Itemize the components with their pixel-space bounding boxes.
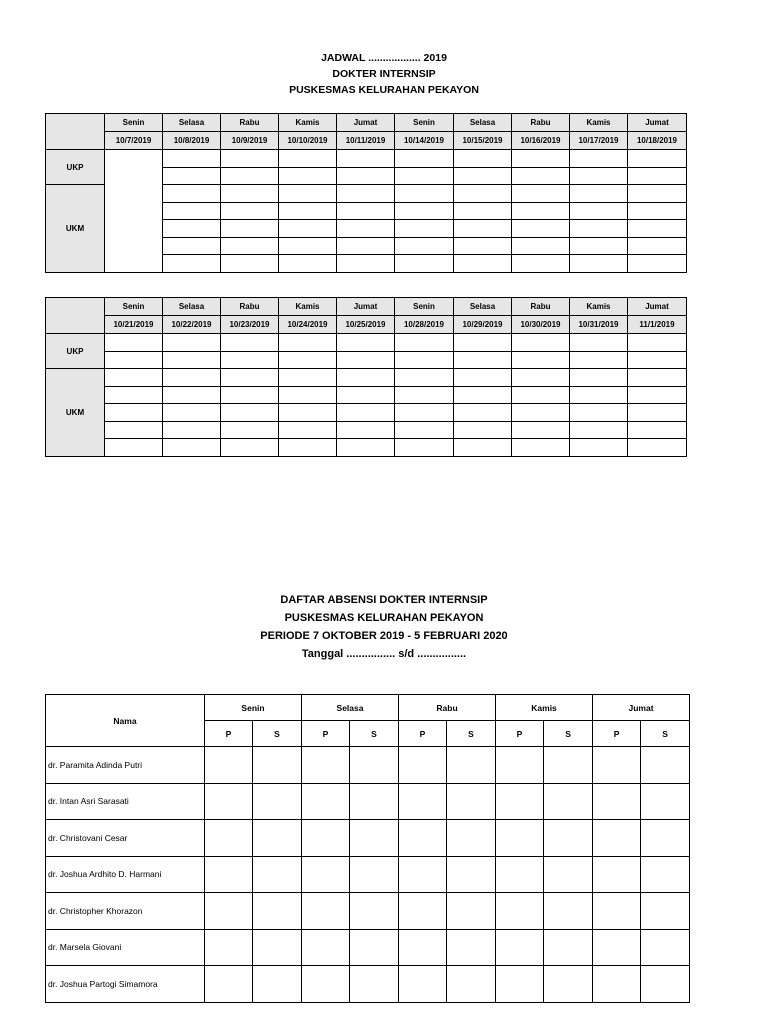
day-header: Jumat (628, 298, 687, 316)
attendance-cell[interactable] (350, 966, 399, 1003)
schedule-cell[interactable] (512, 202, 570, 220)
schedule-cell[interactable] (221, 202, 279, 220)
ukm-label: UKM (46, 185, 105, 273)
day-header: Rabu (221, 298, 279, 316)
attendance-cell[interactable] (641, 747, 690, 784)
schedule-cell[interactable] (279, 421, 337, 439)
date-header: 10/28/2019 (395, 316, 454, 334)
attendance-title-line: DAFTAR ABSENSI DOKTER INTERNSIP (280, 594, 488, 606)
schedule-cell[interactable] (221, 369, 279, 387)
attendance-cell[interactable] (544, 929, 593, 966)
attendance-cell[interactable] (253, 747, 302, 784)
schedule-title-line: JADWAL .................. 2019 (321, 52, 447, 64)
schedule-cell[interactable] (395, 237, 454, 255)
schedule-cell[interactable] (628, 334, 687, 352)
schedule-cell[interactable] (395, 220, 454, 238)
schedule-cell[interactable] (628, 220, 687, 238)
s-subheader: S (447, 721, 496, 747)
schedule-cell[interactable] (395, 334, 454, 352)
schedule-cell[interactable] (221, 255, 279, 273)
schedule-cell[interactable] (570, 255, 628, 273)
schedule-cell[interactable] (570, 237, 628, 255)
schedule-cell[interactable] (279, 351, 337, 369)
schedule-cell[interactable] (512, 351, 570, 369)
ukp-label: UKP (46, 334, 105, 369)
attendance-cell[interactable] (447, 783, 496, 820)
schedule-cell[interactable] (163, 185, 221, 203)
schedule-cell[interactable] (279, 185, 337, 203)
attendance-cell[interactable] (350, 929, 399, 966)
attendance-cell[interactable] (302, 783, 350, 820)
schedule-cell[interactable] (279, 255, 337, 273)
schedule-cell[interactable] (570, 334, 628, 352)
attendance-cell[interactable] (350, 893, 399, 930)
schedule-cell[interactable] (163, 255, 221, 273)
attendance-cell[interactable] (641, 856, 690, 893)
attendance-cell[interactable] (496, 966, 544, 1003)
schedule-cell[interactable] (337, 255, 395, 273)
attendance-cell[interactable] (544, 856, 593, 893)
attendance-cell[interactable] (350, 856, 399, 893)
attendance-cell[interactable] (205, 929, 253, 966)
schedule-cell[interactable] (512, 404, 570, 422)
corner-cell (46, 298, 105, 334)
schedule-cell[interactable] (337, 351, 395, 369)
name-header: Nama (46, 695, 205, 747)
merged-cell[interactable] (105, 150, 163, 273)
attendance-cell[interactable] (447, 966, 496, 1003)
attendance-cell[interactable] (253, 929, 302, 966)
schedule-cell[interactable] (628, 202, 687, 220)
schedule-cell[interactable] (628, 421, 687, 439)
schedule-cell[interactable] (163, 386, 221, 404)
schedule-cell[interactable] (337, 202, 395, 220)
day-header: Kamis (570, 114, 628, 132)
attendance-cell[interactable] (302, 966, 350, 1003)
attendance-title-line: Tanggal ................ s/d ................ (301, 648, 467, 660)
attendance-cell[interactable] (641, 929, 690, 966)
doctor-name: dr. Paramita Adinda Putri (46, 747, 205, 784)
date-header: 10/8/2019 (163, 132, 221, 150)
attendance-cell[interactable] (544, 820, 593, 857)
schedule-cell[interactable] (337, 439, 395, 457)
schedule-cell[interactable] (395, 439, 454, 457)
schedule-cell[interactable] (454, 202, 512, 220)
schedule-cell[interactable] (221, 421, 279, 439)
day-header: Senin (105, 298, 163, 316)
attendance-cell[interactable] (205, 820, 253, 857)
attendance-cell[interactable] (447, 929, 496, 966)
schedule-cell[interactable] (279, 237, 337, 255)
date-header: 10/29/2019 (454, 316, 512, 334)
attendance-cell[interactable] (302, 820, 350, 857)
table-row (46, 929, 690, 966)
schedule-cell[interactable] (279, 220, 337, 238)
day-header: Selasa (163, 114, 221, 132)
attendance-cell[interactable] (399, 929, 447, 966)
table-row (46, 783, 690, 820)
schedule-cell[interactable] (454, 220, 512, 238)
date-header: 10/30/2019 (512, 316, 570, 334)
schedule-cell[interactable] (570, 386, 628, 404)
schedule-cell[interactable] (279, 334, 337, 352)
attendance-cell[interactable] (205, 747, 253, 784)
schedule-cell[interactable] (279, 150, 337, 168)
schedule-cell[interactable] (337, 185, 395, 203)
day-header: Rabu (512, 114, 570, 132)
day-header: Selasa (454, 114, 512, 132)
schedule-cell[interactable] (337, 404, 395, 422)
schedule-cell[interactable] (279, 167, 337, 185)
schedule-cell[interactable] (163, 334, 221, 352)
s-subheader: S (350, 721, 399, 747)
schedule-cell[interactable] (337, 150, 395, 168)
attendance-cell[interactable] (399, 820, 447, 857)
schedule-cell[interactable] (570, 167, 628, 185)
attendance-cell[interactable] (399, 747, 447, 784)
schedule-cell[interactable] (570, 220, 628, 238)
attendance-cell[interactable] (253, 856, 302, 893)
schedule-cell[interactable] (512, 220, 570, 238)
attendance-cell[interactable] (593, 856, 641, 893)
schedule-cell[interactable] (337, 386, 395, 404)
day-header: Senin (105, 114, 163, 132)
schedule-cell[interactable] (570, 369, 628, 387)
date-header: 10/23/2019 (221, 316, 279, 334)
attendance-cell[interactable] (641, 783, 690, 820)
schedule-cell[interactable] (221, 237, 279, 255)
schedule-cell[interactable] (395, 421, 454, 439)
schedule-cell[interactable] (221, 150, 279, 168)
schedule-cell[interactable] (454, 386, 512, 404)
date-header: 10/22/2019 (163, 316, 221, 334)
schedule-cell[interactable] (395, 369, 454, 387)
schedule-cell[interactable] (395, 150, 454, 168)
attendance-cell[interactable] (496, 929, 544, 966)
schedule-cell[interactable] (454, 369, 512, 387)
schedule-cell[interactable] (105, 334, 163, 352)
attendance-cell[interactable] (496, 856, 544, 893)
attendance-cell[interactable] (641, 820, 690, 857)
schedule-cell[interactable] (395, 202, 454, 220)
date-header: 10/17/2019 (570, 132, 628, 150)
attendance-cell[interactable] (496, 747, 544, 784)
schedule-cell[interactable] (395, 255, 454, 273)
schedule-cell[interactable] (395, 351, 454, 369)
schedule-cell[interactable] (454, 150, 512, 168)
schedule-cell[interactable] (105, 421, 163, 439)
date-header: 10/15/2019 (454, 132, 512, 150)
attendance-cell[interactable] (302, 856, 350, 893)
schedule-cell[interactable] (279, 386, 337, 404)
attendance-cell[interactable] (302, 929, 350, 966)
schedule-cell[interactable] (395, 185, 454, 203)
doctor-name: dr. Marsela Giovani (46, 929, 205, 966)
date-header: 10/10/2019 (279, 132, 337, 150)
ukp-label: UKP (46, 150, 105, 185)
attendance-cell[interactable] (593, 783, 641, 820)
schedule-cell[interactable] (628, 439, 687, 457)
schedule-cell[interactable] (395, 386, 454, 404)
attendance-cell[interactable] (253, 966, 302, 1003)
schedule-cell[interactable] (454, 334, 512, 352)
schedule-cell[interactable] (395, 404, 454, 422)
p-subheader: P (302, 721, 350, 747)
date-header: 10/16/2019 (512, 132, 570, 150)
schedule-cell[interactable] (628, 369, 687, 387)
schedule-cell[interactable] (105, 439, 163, 457)
attendance-cell[interactable] (496, 893, 544, 930)
schedule-cell[interactable] (105, 369, 163, 387)
schedule-cell[interactable] (337, 334, 395, 352)
schedule-title-line: PUSKESMAS KELURAHAN PEKAYON (289, 84, 479, 96)
schedule-cell[interactable] (163, 220, 221, 238)
schedule-cell[interactable] (337, 220, 395, 238)
schedule-cell[interactable] (279, 439, 337, 457)
schedule-cell[interactable] (221, 351, 279, 369)
schedule-cell[interactable] (163, 369, 221, 387)
attendance-cell[interactable] (205, 893, 253, 930)
date-header: 10/11/2019 (337, 132, 395, 150)
schedule-cell[interactable] (454, 439, 512, 457)
date-header: 10/31/2019 (570, 316, 628, 334)
attendance-title-line: PERIODE 7 OKTOBER 2019 - 5 FEBRUARI 2020 (260, 630, 508, 642)
day-header: Jumat (628, 114, 687, 132)
schedule-cell[interactable] (512, 167, 570, 185)
date-header: 10/7/2019 (105, 132, 163, 150)
schedule-cell[interactable] (512, 255, 570, 273)
schedule-cell[interactable] (512, 150, 570, 168)
attendance-cell[interactable] (544, 747, 593, 784)
attendance-cell[interactable] (447, 893, 496, 930)
schedule-cell[interactable] (163, 439, 221, 457)
table-row (46, 966, 690, 1003)
attendance-cell[interactable] (399, 783, 447, 820)
table-row (46, 747, 690, 784)
schedule-cell[interactable] (454, 421, 512, 439)
schedule-cell[interactable] (337, 237, 395, 255)
schedule-cell[interactable] (512, 421, 570, 439)
schedule-cell[interactable] (221, 334, 279, 352)
p-subheader: P (399, 721, 447, 747)
p-subheader: P (593, 721, 641, 747)
schedule-cell[interactable] (570, 150, 628, 168)
schedule-cell[interactable] (570, 351, 628, 369)
attendance-cell[interactable] (399, 966, 447, 1003)
schedule-cell[interactable] (279, 369, 337, 387)
day-header: Selasa (163, 298, 221, 316)
attendance-cell[interactable] (350, 820, 399, 857)
schedule-cell[interactable] (628, 167, 687, 185)
schedule-cell[interactable] (105, 351, 163, 369)
day-header: Selasa (454, 298, 512, 316)
day-header: Selasa (302, 695, 399, 721)
table-row (46, 820, 690, 857)
schedule-cell[interactable] (163, 404, 221, 422)
doctor-name: dr. Joshua Partogi Simamora (46, 966, 205, 1003)
day-header: Jumat (337, 114, 395, 132)
schedule-cell[interactable] (570, 421, 628, 439)
schedule-cell[interactable] (454, 404, 512, 422)
day-header: Senin (395, 114, 454, 132)
day-header: Rabu (399, 695, 496, 721)
table-row (46, 893, 690, 930)
day-header: Jumat (337, 298, 395, 316)
schedule-cell[interactable] (163, 202, 221, 220)
attendance-cell[interactable] (544, 966, 593, 1003)
day-header: Kamis (496, 695, 593, 721)
schedule-title (0, 50, 768, 98)
attendance-cell[interactable] (205, 783, 253, 820)
schedule-cell[interactable] (512, 386, 570, 404)
day-header: Senin (395, 298, 454, 316)
attendance-cell[interactable] (593, 893, 641, 930)
attendance-title-line: PUSKESMAS KELURAHAN PEKAYON (284, 612, 484, 624)
schedule-cell[interactable] (628, 386, 687, 404)
attendance-cell[interactable] (350, 783, 399, 820)
schedule-cell[interactable] (163, 351, 221, 369)
day-header: Rabu (512, 298, 570, 316)
attendance-table (45, 694, 690, 1003)
date-header: 11/1/2019 (628, 316, 687, 334)
attendance-cell[interactable] (544, 893, 593, 930)
schedule-cell[interactable] (628, 237, 687, 255)
schedule-cell[interactable] (454, 255, 512, 273)
schedule-cell[interactable] (337, 421, 395, 439)
doctor-name: dr. Joshua Ardhito D. Harmani (46, 856, 205, 893)
schedule-cell[interactable] (628, 185, 687, 203)
attendance-cell[interactable] (593, 747, 641, 784)
schedule-cell[interactable] (570, 404, 628, 422)
attendance-cell[interactable] (593, 966, 641, 1003)
attendance-cell[interactable] (641, 893, 690, 930)
attendance-cell[interactable] (593, 929, 641, 966)
attendance-cell[interactable] (593, 820, 641, 857)
p-subheader: P (205, 721, 253, 747)
day-header: Rabu (221, 114, 279, 132)
schedule-cell[interactable] (512, 334, 570, 352)
schedule-cell[interactable] (221, 220, 279, 238)
schedule-cell[interactable] (105, 404, 163, 422)
schedule-cell[interactable] (221, 167, 279, 185)
ukm-label: UKM (46, 369, 105, 457)
schedule-cell[interactable] (570, 185, 628, 203)
date-header: 10/25/2019 (337, 316, 395, 334)
day-header: Jumat (593, 695, 690, 721)
s-subheader: S (253, 721, 302, 747)
schedule-title-line: DOKTER INTERNSIP (332, 68, 436, 80)
schedule-cell[interactable] (221, 439, 279, 457)
schedule-cell[interactable] (163, 167, 221, 185)
schedule-cell[interactable] (570, 439, 628, 457)
schedule-cell[interactable] (454, 237, 512, 255)
attendance-cell[interactable] (253, 820, 302, 857)
schedule-cell[interactable] (163, 150, 221, 168)
attendance-cell[interactable] (350, 747, 399, 784)
table-row (46, 856, 690, 893)
schedule-cell[interactable] (163, 421, 221, 439)
schedule-cell[interactable] (454, 185, 512, 203)
schedule-cell[interactable] (628, 404, 687, 422)
schedule-cell[interactable] (454, 167, 512, 185)
date-header: 10/18/2019 (628, 132, 687, 150)
attendance-cell[interactable] (496, 783, 544, 820)
schedule-cell[interactable] (221, 404, 279, 422)
schedule-cell[interactable] (337, 167, 395, 185)
doctor-name: dr. Intan Asri Sarasati (46, 783, 205, 820)
attendance-cell[interactable] (253, 783, 302, 820)
attendance-cell[interactable] (205, 966, 253, 1003)
schedule-cell[interactable] (512, 185, 570, 203)
schedule-cell[interactable] (512, 237, 570, 255)
schedule-table-2 (45, 297, 687, 457)
schedule-cell[interactable] (628, 351, 687, 369)
date-header: 10/21/2019 (105, 316, 163, 334)
attendance-cell[interactable] (399, 893, 447, 930)
schedule-cell[interactable] (221, 185, 279, 203)
schedule-cell[interactable] (279, 404, 337, 422)
attendance-title (0, 591, 768, 663)
doctor-name: dr. Christovani Cesar (46, 820, 205, 857)
day-header: Kamis (570, 298, 628, 316)
day-header: Senin (205, 695, 302, 721)
schedule-cell[interactable] (454, 351, 512, 369)
attendance-cell[interactable] (496, 820, 544, 857)
schedule-cell[interactable] (628, 150, 687, 168)
schedule-table-1 (45, 113, 687, 273)
s-subheader: S (544, 721, 593, 747)
date-header: 10/24/2019 (279, 316, 337, 334)
schedule-cell[interactable] (512, 369, 570, 387)
doctor-name: dr. Christopher Khorazon (46, 893, 205, 930)
attendance-cell[interactable] (399, 856, 447, 893)
s-subheader: S (641, 721, 690, 747)
attendance-cell[interactable] (205, 856, 253, 893)
date-header: 10/14/2019 (395, 132, 454, 150)
corner-cell (46, 114, 105, 150)
schedule-cell[interactable] (570, 202, 628, 220)
schedule-cell[interactable] (512, 439, 570, 457)
schedule-cell[interactable] (337, 369, 395, 387)
schedule-cell[interactable] (628, 255, 687, 273)
schedule-cell[interactable] (279, 202, 337, 220)
day-header: Kamis (279, 114, 337, 132)
p-subheader: P (496, 721, 544, 747)
attendance-cell[interactable] (253, 893, 302, 930)
schedule-cell[interactable] (105, 386, 163, 404)
attendance-cell[interactable] (641, 966, 690, 1003)
attendance-cell[interactable] (544, 783, 593, 820)
attendance-cell[interactable] (447, 747, 496, 784)
attendance-cell[interactable] (302, 893, 350, 930)
attendance-cell[interactable] (447, 820, 496, 857)
attendance-cell[interactable] (302, 747, 350, 784)
schedule-cell[interactable] (163, 237, 221, 255)
day-header: Kamis (279, 298, 337, 316)
date-header: 10/9/2019 (221, 132, 279, 150)
schedule-cell[interactable] (221, 386, 279, 404)
attendance-cell[interactable] (447, 856, 496, 893)
schedule-cell[interactable] (395, 167, 454, 185)
